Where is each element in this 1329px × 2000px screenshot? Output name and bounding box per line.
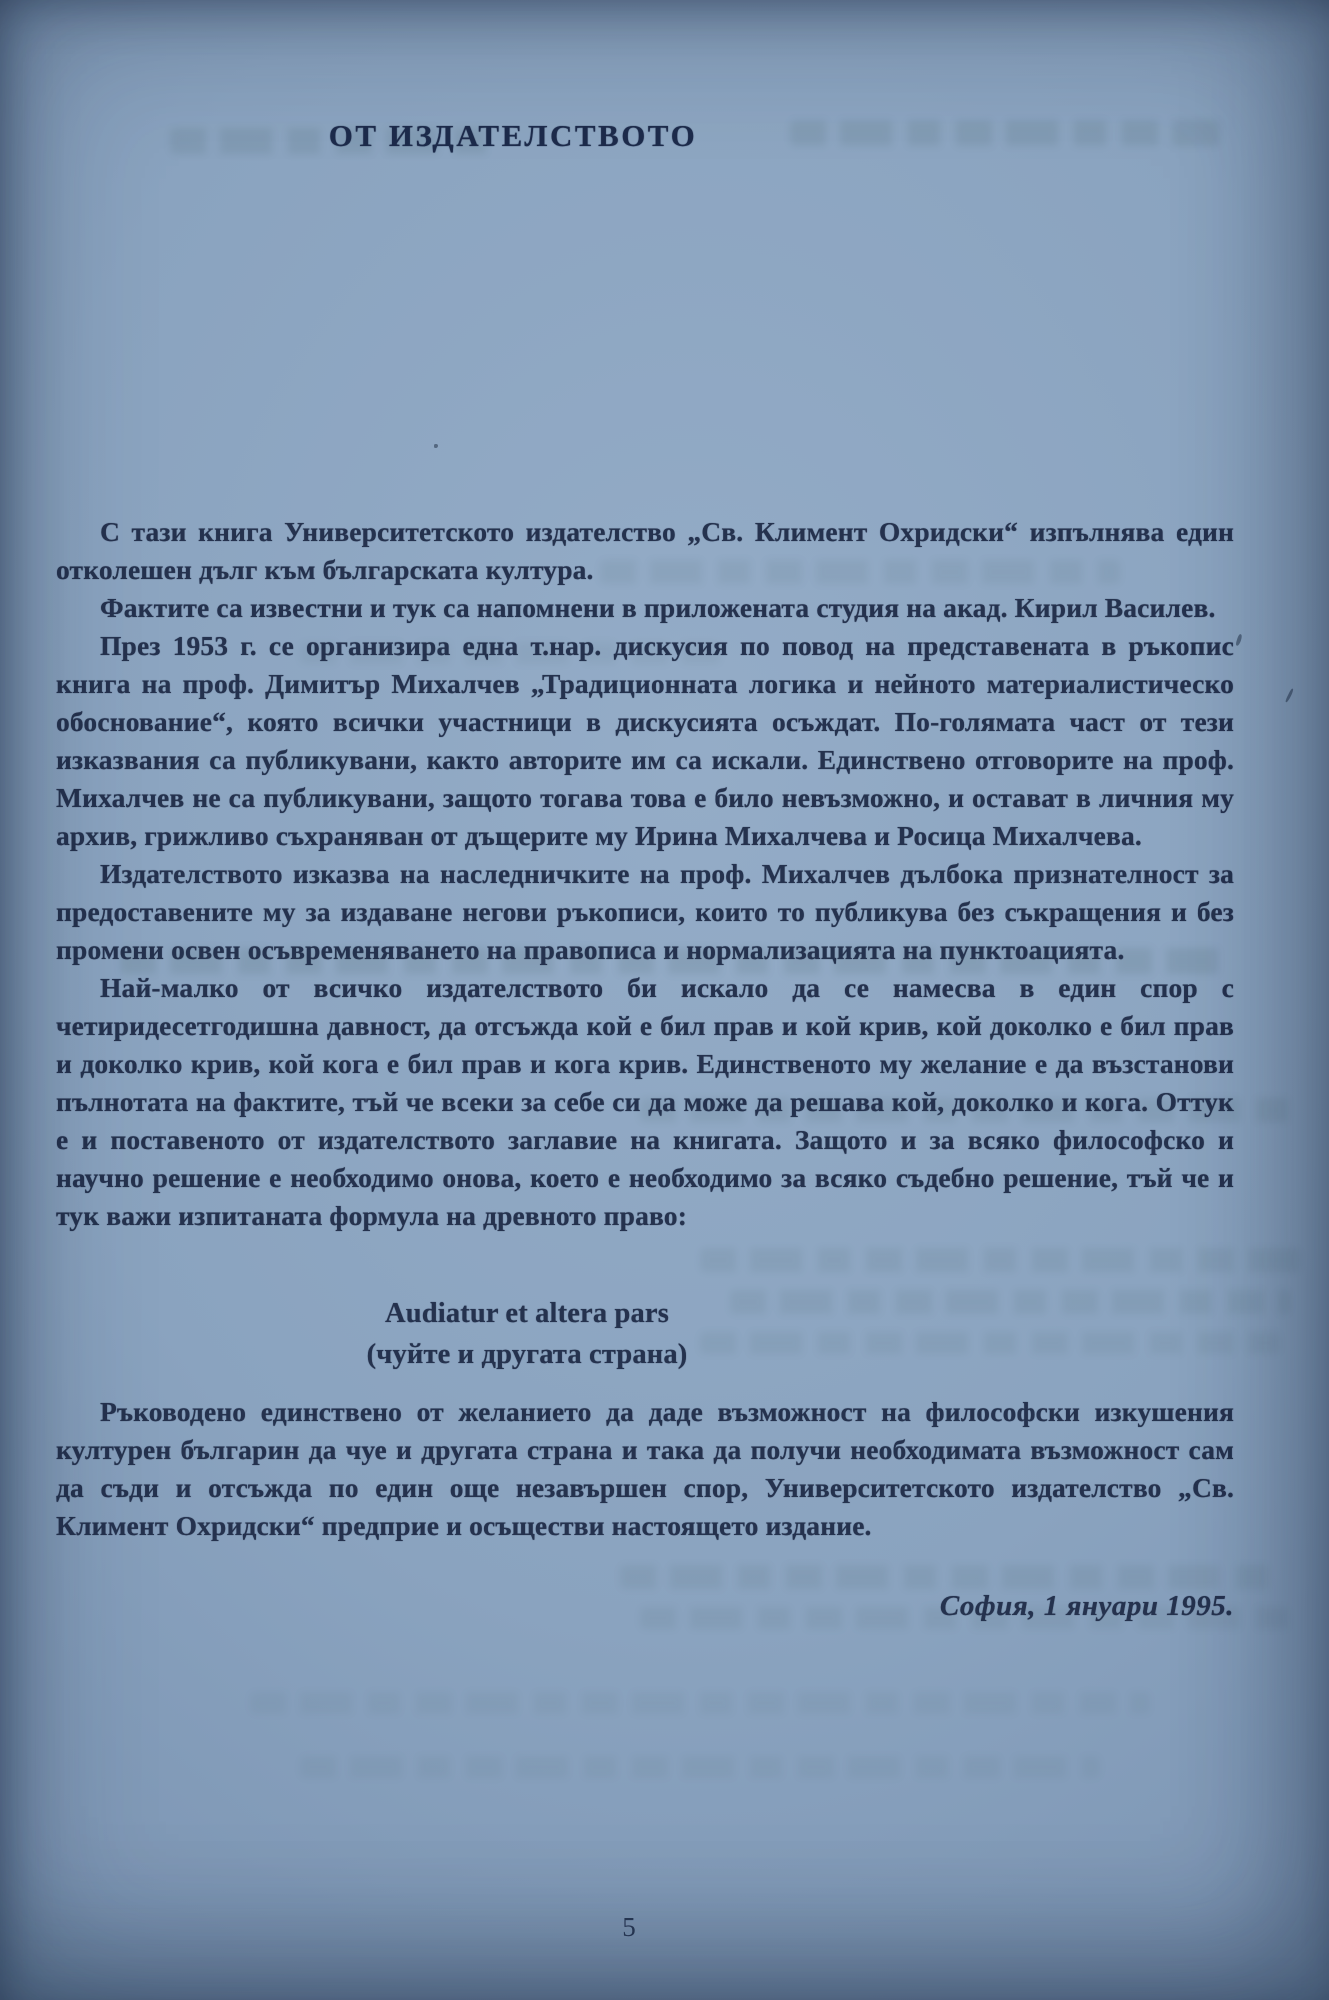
body-text [56, 513, 1234, 1625]
dateline: София, 1 януари 1995. [939, 1590, 1234, 1622]
page-title: ОТ ИЗДАТЕЛСТВОТО [328, 118, 698, 153]
closing-paragraph: Ръководено единствено от желанието да даде възможност на философски изкушения културен българин да чуе и другата страна и така да получи необходимата възможност сам да съди и отсъжда по един още незавършен спор, Университетското издателство „Св. Климент Охридски“ предприе и осъществи настоящето издание. [56, 1396, 1234, 1541]
page-number: 5 [622, 1912, 636, 1942]
latin-motto [0, 1293, 1116, 1375]
paragraph-3: През 1953 г. се организира една т.нар. дискусия по повод на представената в ръкопис книга на проф. Димитър Михалчев „Традиционната логика и нейното материалистическо обоснование“, която всички участници в дискусията осъждат. По-голямата част от тези изказвания са публикувани, както авторите им са искали. Единствено отговорите на проф. Михалчев не са публикувани, защото тогава това е било невъзможно, и остават в личния му архив, грижливо съхраняван от дъщерите му Ирина Михалчева и Росица Михалчева. [56, 630, 1234, 851]
paragraph-2: Фактите са известни и тук са напомнени в приложената студия на акад. Кирил Василев. [100, 592, 1216, 623]
paragraph-5: Най-малко от всичко издателството би искало да се намесва в един спор с четиридесетгодишна давност, да отсъжда кой е бил прав и кой крив, кой доколко е бил прав и доколко крив, кой кога е бил прав и кога крив. Единственото му желание е да възстанови пълнотата на фактите, тъй че всеки за себе си да може да решава кой, доколко и кога. Оттук е и поставеното от издателството заглавие на книгата. Защото и за всяко философско и научно решение е необходимо онова, което е необходимо за всяко съдебно решение, тъй че и тук важи изпитаната формула на древното право: [56, 972, 1234, 1231]
motto-latin-line: Audiatur et altera pars [385, 1298, 669, 1329]
paragraph-4: Издателството изказва на наследничките на проф. Михалчев дълбока признателност за предоставените му за издаване негови ръкописи, които то публикува без съкращения и без промени освен осъвременяването на правописа и нормализацията на пунктоацията. [56, 858, 1234, 965]
title-row [56, 118, 1234, 154]
motto-translation-line: (чуйте и другата страна) [366, 1339, 688, 1370]
paragraph-1: С тази книга Университетското издателство „Св. Климент Охридски“ изпълнява един отколешен дълг към българската култура. [56, 516, 1234, 585]
